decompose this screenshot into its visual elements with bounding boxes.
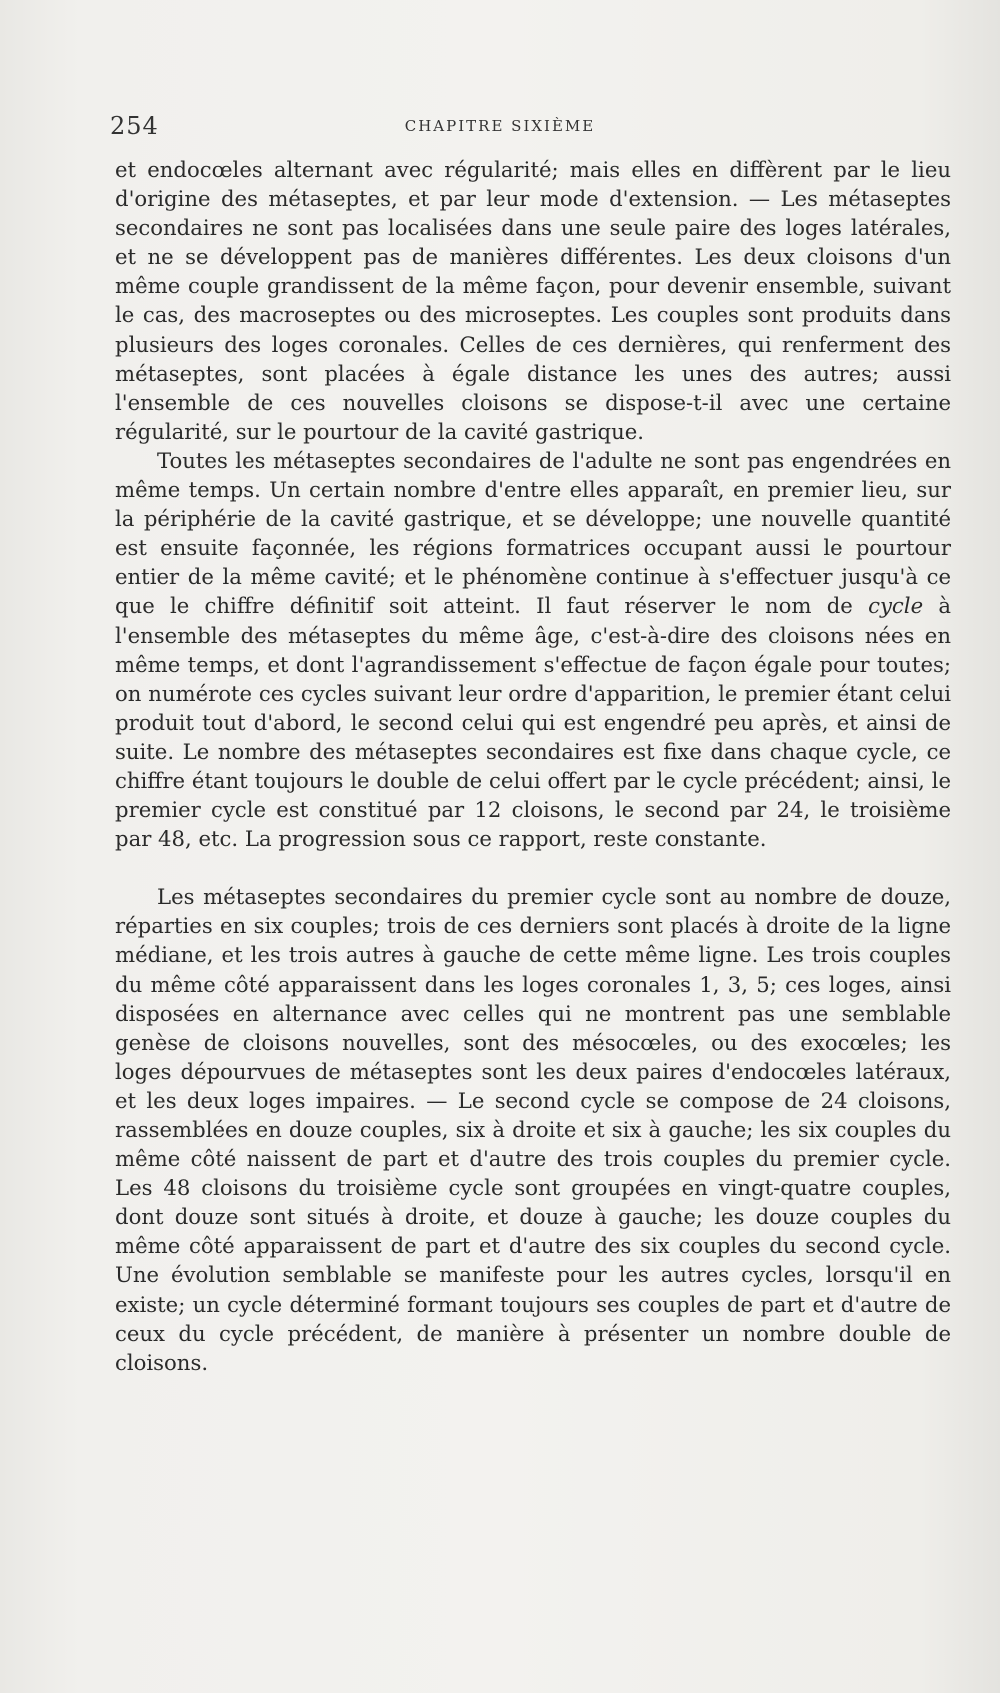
- paragraph-cycles-text-2: à l'ensemble des métaseptes du même âge, c'est-à-dire des cloisons nées en même temps, et dont l'agrandissement s'effectue de façon égale pour toutes; on numérote ces cycles suivant leur ordre d'apparition, le premier étant celui produit tout d'abord, le second celui qui est engendré peu après, et ainsi de suite. Le nombre des métaseptes secondaires est fixe dans chaque cycle, ce chiffre étant toujours le double de celui offert par le cycle précédent; ainsi, le premier cycle est constitué par 12 cloisons, le second par 24, le troisième par 48, etc. La progression sous ce rapport, reste constante.: [115, 593, 951, 852]
- paragraph-continued: et endocœles alternant avec régularité; mais elles en diffèrent par le lieu d'origine des métaseptes, et par leur mode d'extension. — Les métaseptes secondaires ne sont pas localisées dans une seule paire des loges latérales, et ne se développent pas de manières différentes. Les deux cloisons d'un même couple grandissent de la même façon, pour devenir ensemble, suivant le cas, des macroseptes ou des microseptes. Les couples sont produits dans plusieurs des loges coronales. Celles de ces dernières, qui renferment des métaseptes, sont placées à égale distance les unes des autres; aussi l'ensemble de ces nouvelles cloisons se dispose-t-il avec une certaine régularité, sur le pourtour de la cavité gastrique.: [115, 157, 951, 444]
- paragraph-cycles: [115, 446, 951, 853]
- term-cycle: cycle: [868, 593, 924, 619]
- text-block: [115, 155, 951, 1377]
- paragraph-first-cycle: Les métaseptes secondaires du premier cycle sont au nombre de douze, réparties en six couples; trois de ces derniers sont placés à droite de la ligne médiane, et les trois autres à gauche de cette même ligne. Les trois couples du même côté apparaissent dans les loges coronales 1, 3, 5; ces loges, ainsi disposées en alternance avec celles qui ne montrent pas une semblable genèse de cloisons nouvelles, sont des mésocœles, ou des exocœles; les loges dépourvues de métaseptes sont les deux paires d'endocœles latéraux, et les deux loges impaires. — Le second cycle se compose de 24 cloisons, rassemblées en douze couples, six à droite et six à gauche; les six couples du même côté naissent de part et d'autre des trois couples du premier cycle. Les 48 cloisons du troisième cycle sont groupées en vingt-quatre couples, dont douze sont situés à droite, et douze à gauche; les douze couples du même côté apparaissent de part et d'autre des six couples du second cycle. Une évolution semblable se manifeste pour les autres cycles, lorsqu'il en existe; un cycle déterminé formant toujours ses couples de part et d'autre de ceux du cycle précédent, de manière à présenter un nombre double de cloisons.: [115, 884, 951, 1375]
- paragraph-cycles-text-1: Toutes les métaseptes secondaires de l'adulte ne sont pas engendrées en même temps. Un certain nombre d'entre elles apparaît, en premier lieu, sur la périphérie de la cavité gastrique, et se développe; une nouvelle quantité est ensuite façonnée, les régions formatrices occupant aussi le pourtour entier de la même cavité; et le phénomène continue à s'effectuer jusqu'à ce que le chiffre définitif soit atteint. Il faut réserver le nom de: [115, 447, 951, 619]
- section-gap: [115, 853, 951, 882]
- running-head: CHAPITRE SIXIÈME: [404, 117, 596, 135]
- page-number: 254: [110, 112, 159, 140]
